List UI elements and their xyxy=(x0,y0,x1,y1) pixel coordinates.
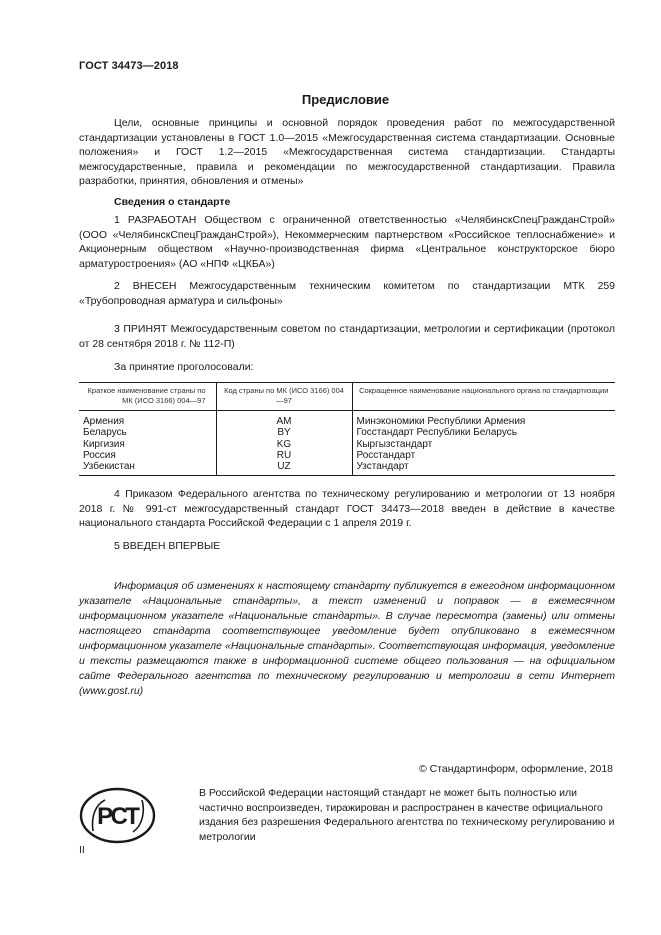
country-names-cell xyxy=(79,411,216,476)
header-country-name: Краткое наименование страны по МК (ИСО 3166) 004—97 xyxy=(79,383,216,411)
table-row xyxy=(79,411,615,476)
country-code: BY xyxy=(277,427,291,439)
votes-table xyxy=(79,382,615,476)
country-name: Россия xyxy=(83,449,116,461)
document-code: ГОСТ 34473—2018 xyxy=(79,60,179,72)
logo-text: РСТ xyxy=(97,803,138,830)
table-header-row xyxy=(79,383,615,411)
intro-paragraph: Цели, основные принципы и основной порядок проведения работ по межгосударственной стандартизации установлены в ГОСТ 1.0—2015 «Межгосударственная система стандартизации. Основные положения» и ГОСТ 1.2—2015 «Межгосударственная система стандартизации. Стандарты межгосударственные, правила и рекомендации по межгосударственной стандартизации. Правила разработки, принятия, обновления и отмены» xyxy=(79,117,615,187)
country-name: Киргизия xyxy=(83,438,125,450)
information-note: Информация об изменениях к настоящему стандарту публикуется в ежегодном информационном указателе «Национальные стандарты», а текст изменений и поправок — в ежемесячном информационном указателе «Национальные стандарты». В случае пересмотра (замены) или отмены настоящего стандарта соответствующее уведомление будет опубликовано в ежемесячном информационном указателе «Национальные стандарты». Соответствующая информация, уведомление и тексты размещаются также в информационной системе общего пользования — на официальном сайте Федерального агентства по техническому регулированию и метрологии в сети Интернет (www.gost.ru) xyxy=(79,580,615,697)
national-body: Кыргызстандарт xyxy=(356,438,433,450)
item-introduced: 2 ВНЕСЕН Межгосударственным техническим комитетом по стандартизации МТК 259 «Трубопроводная арматура и сильфоны» xyxy=(79,280,615,307)
item-developed: 1 РАЗРАБОТАН Обществом с ограниченной ответственностью «ЧелябинскСпецГражданСтрой» (ООО «ЧелябинскСпецГражданСтрой»), Некоммерческим партнерством «Российское теплоснабжение» и Акционерным обществом «Научно-производственная фирма «Центральное конструкторское бюро арматуростроения» (АО «НПФ «ЦКБА») xyxy=(79,214,615,270)
country-name: Армения xyxy=(83,416,125,427)
item-adopted: 3 ПРИНЯТ Межгосударственным советом по стандартизации, метрологии и сертификации (протокол от 28 сентября 2018 г. № 112-П) xyxy=(79,323,615,350)
rst-certification-logo-icon xyxy=(79,787,156,844)
page-title: Предисловие xyxy=(301,92,390,107)
country-code: KG xyxy=(276,438,292,450)
copyright-notice: © Стандартинформ, оформление, 2018 xyxy=(418,763,613,775)
national-body: Минэкономики Республики Армения xyxy=(356,416,526,427)
country-code: AM xyxy=(276,416,292,427)
national-body: Росстандарт xyxy=(356,449,416,461)
national-bodies-cell xyxy=(352,411,615,476)
item-order: 4 Приказом Федерального агентства по техническому регулированию и метрологии от 13 ноября 2018 г. № 991-ст межгосударственный стандарт ГОСТ 34473—2018 введен в действие в качестве национального стандарта Российской Федерации с 1 апреля 2019 г. xyxy=(79,488,615,529)
country-code: UZ xyxy=(277,461,291,473)
section-subheading: Сведения о стандарте xyxy=(114,196,231,208)
page-number: II xyxy=(79,844,85,856)
country-codes-cell xyxy=(216,411,352,476)
country-name: Беларусь xyxy=(83,427,127,439)
voted-label: За принятие проголосовали: xyxy=(114,361,254,373)
national-body: Узстандарт xyxy=(356,461,409,473)
rights-notice: В Российской Федерации настоящий стандарт не может быть полностью или частично воспроизведен, тиражирован и распространен в качестве официального издания без разрешения Федерального агентства по техническому регулированию и метрологии xyxy=(199,787,615,843)
header-country-code: Код страны по МК (ИСО 3166) 004—97 xyxy=(216,383,352,411)
country-name: Узбекистан xyxy=(83,461,135,473)
national-body: Госстандарт Республики Беларусь xyxy=(356,427,517,439)
header-national-body: Сокращенное наименование национального органа по стандартизации xyxy=(352,383,615,411)
item-first-introduced: 5 ВВЕДЕН ВПЕРВЫЕ xyxy=(114,540,221,552)
country-code: RU xyxy=(276,449,292,461)
